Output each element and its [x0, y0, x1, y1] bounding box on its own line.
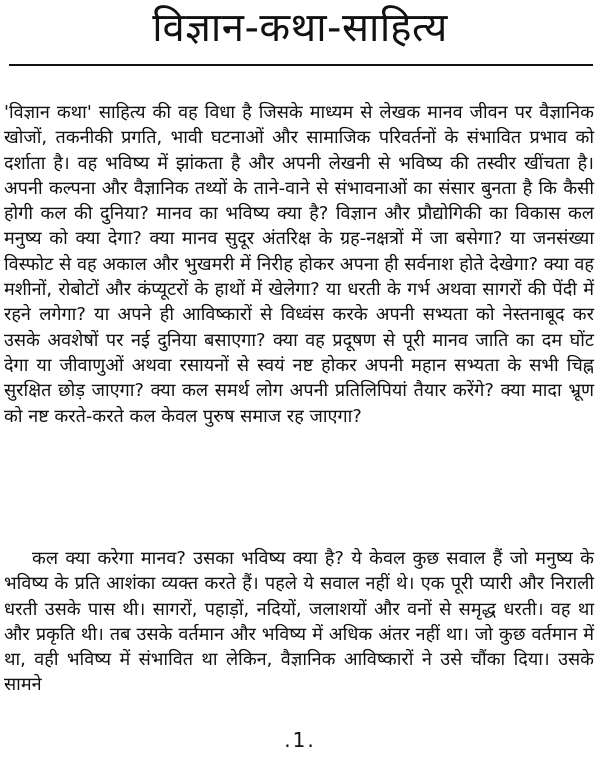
page-number: .1. — [284, 728, 316, 752]
paragraph-2: कल क्या करेगा मानव? उसका भविष्य क्या है? ये केवल कुछ सवाल हैं जो मनुष्य के भविष्य के प्रति आशंका व्यक्त करते हैं। पहले ये सवाल नहीं थे। एक पूरी प्यारी और निराली धरती उसके पास थी। सागरों, पहाड़ों, नदियों, जलाशयों और वनों से समृद्ध धरती। वह था और प्रकृति थी। तब उसके वर्तमान और भविष्य में अधिक अंतर नहीं था। जो कुछ वर्तमान में था, वही भविष्य में संभावित था लेकिन, वैज्ञानिक आविष्कारों ने उसे चौंका दिया। उसके सामने — [4, 548, 594, 696]
title-divider — [9, 64, 593, 66]
paragraph-1: 'विज्ञान कथा' साहित्य की वह विधा है जिसके माध्यम से लेखक मानव जीवन पर वैज्ञानिक खोजों, तकनीकी प्रगति, भावी घटनाओं और सामाजिक परिवर्तनों के संभावित प्रभाव को दर्शाता है। वह भविष्य में झांकता है और अपनी लेखनी से भविष्य की तस्वीर खींचता है। अपनी कल्पना और वैज्ञानिक तथ्यों के ताने-वाने से संभावनाओं का संसार बुनता है कि कैसी होगी कल की दुनिया? मानव का भविष्य क्या है? विज्ञान और प्रौद्योगिकी का विकास कल मनुष्य को क्या देगा? क्या मानव सुदूर अंतरिक्ष के ग्रह-नक्षत्रों में जा बसेगा? या जनसंख्या विस्फोट से वह अकाल और भुखमरी में निरीह होकर अपना ही सर्वनाश होते देखेगा? क्या वह मशीनों, रोबोटों और कंप्यूटरों के हाथों में खेलेगा? या धरती के गर्भ अथवा सागरों की पेंदी में रहने लगेगा? या अपने ही आविष्कारों से विध्वंस करके अपनी सभ्यता को नेस्तनाबूद कर उसके अवशेषों पर नई दुनिया बसाएगा? क्या वह प्रदूषण से पूरी मानव जाति का दम घोंट देगा या जीवाणुओं अथवा रसायनों से स्वयं नष्ट होकर अपनी महान सभ्यता के सभी चिह्न सुरक्षित छोड़ जाएगा? क्या कल समर्थ लोग अपनी प्रतिलिपियां तैयार करेंगे? क्या मादा भ्रूण को नष्ट करते-करते कल केवल पुरुष समाज रह जाएगा? — [4, 102, 594, 427]
chapter-title: विज्ञान-कथा-साहित्य — [152, 5, 448, 51]
